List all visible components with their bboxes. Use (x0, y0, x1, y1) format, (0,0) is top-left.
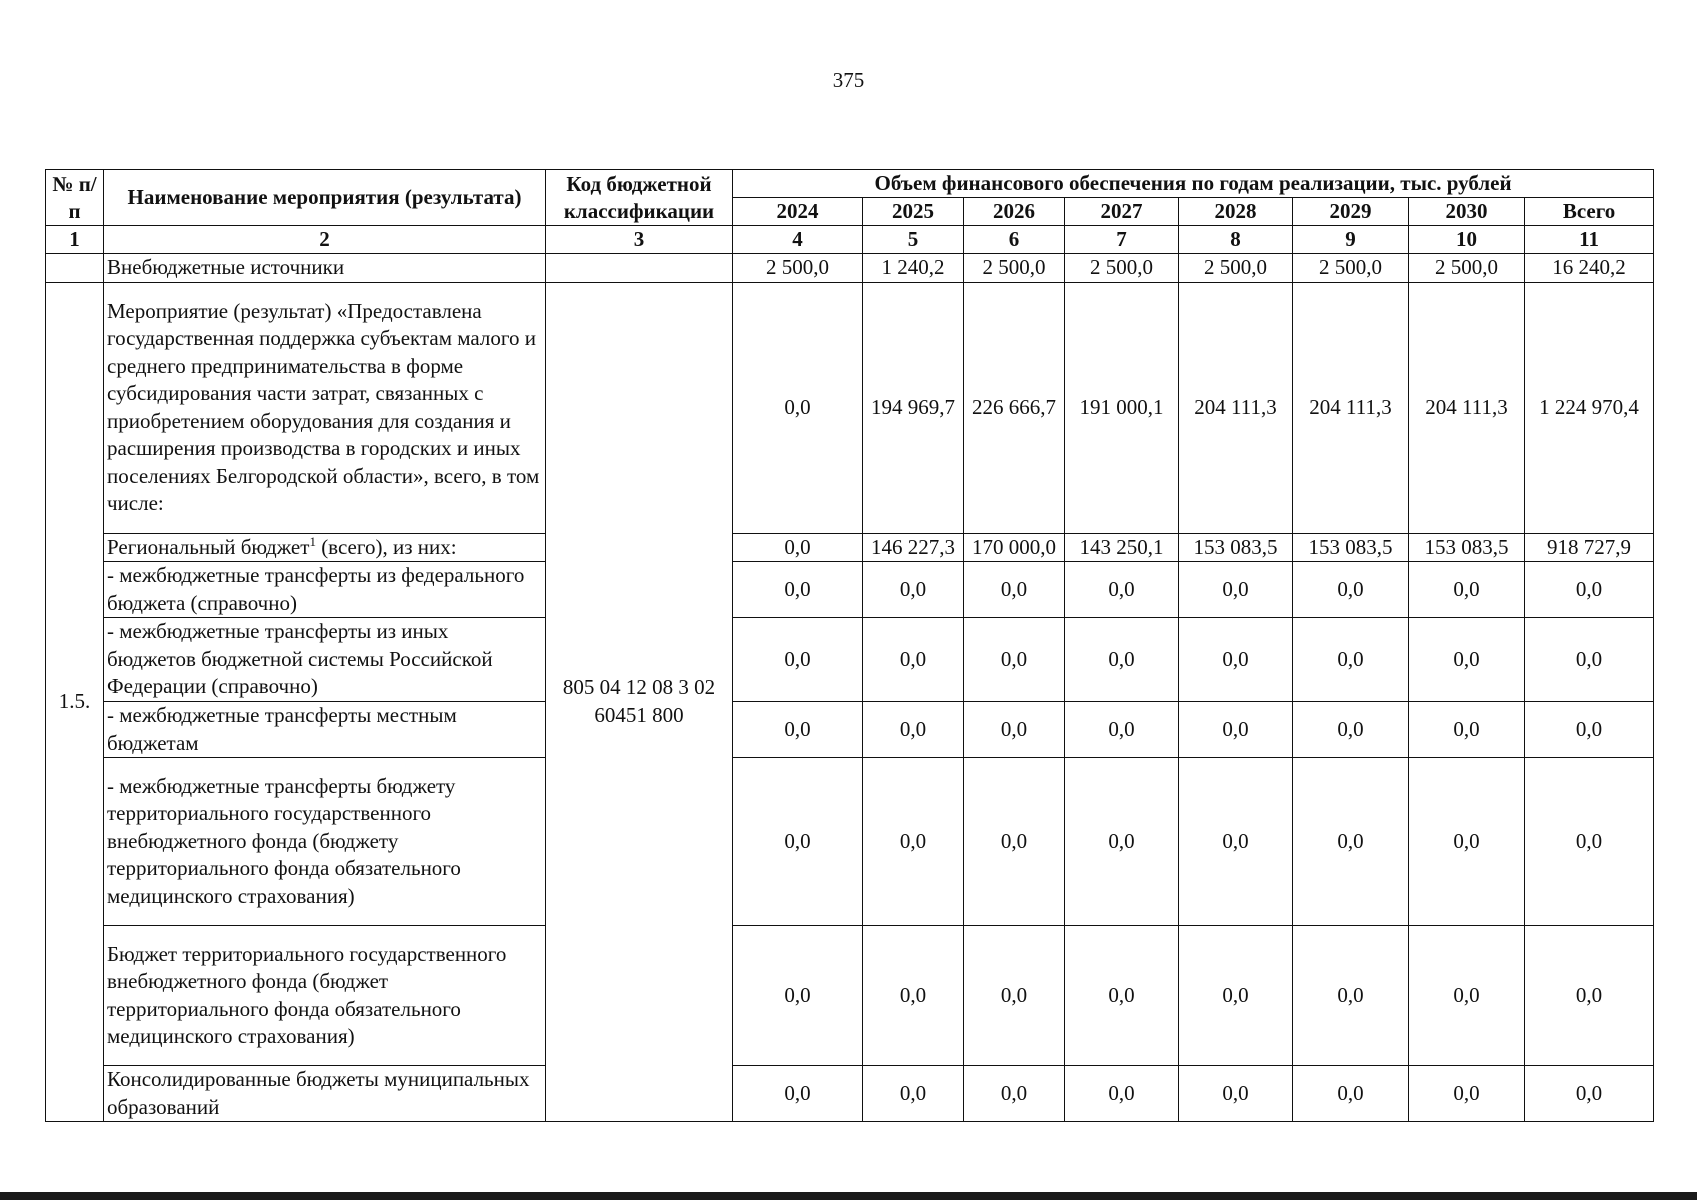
header-year: 2030 (1409, 198, 1525, 226)
value-cell: 143 250,1 (1065, 533, 1179, 562)
value-cell: 0,0 (1293, 562, 1409, 618)
value-cell: 0,0 (964, 702, 1065, 758)
row-label: - межбюджетные трансферты из иных бюджетов бюджетной системы Российской Федерации (справочно) (104, 618, 546, 702)
row-label: Консолидированные бюджеты муниципальных образований (104, 1066, 546, 1122)
value-cell: 0,0 (733, 1066, 863, 1122)
value-cell: 2 500,0 (733, 254, 863, 283)
value-cell: 0,0 (1065, 618, 1179, 702)
row-label: - межбюджетные трансферты из федерального бюджета (справочно) (104, 562, 546, 618)
value-cell: 0,0 (1525, 926, 1654, 1066)
value-cell: 0,0 (1179, 1066, 1293, 1122)
value-cell: 2 500,0 (1065, 254, 1179, 283)
header-number: № п/п (46, 170, 104, 226)
value-cell: 0,0 (1525, 702, 1654, 758)
value-cell: 0,0 (863, 1066, 964, 1122)
row-label: Бюджет территориального государственного внебюджетного фонда (бюджет территориального фонда обязательного медицинского страхования) (104, 926, 546, 1066)
row-label-text: Региональный бюджет (107, 534, 310, 559)
row-label-text: (всего), из них: (315, 534, 457, 559)
column-number: 10 (1409, 226, 1525, 254)
value-cell: 0,0 (863, 702, 964, 758)
column-number: 6 (964, 226, 1065, 254)
financing-table (45, 169, 1654, 1122)
header-year: 2026 (964, 198, 1065, 226)
value-cell: 204 111,3 (1409, 282, 1525, 533)
row-number (46, 254, 104, 283)
value-cell: 0,0 (1179, 702, 1293, 758)
value-cell: 0,0 (1409, 562, 1525, 618)
value-cell: 0,0 (1179, 562, 1293, 618)
value-cell: 0,0 (733, 533, 863, 562)
footnote-mark: 1 (309, 533, 316, 549)
value-cell: 0,0 (1293, 926, 1409, 1066)
value-cell: 2 500,0 (1409, 254, 1525, 283)
row-label (104, 533, 546, 562)
value-cell: 0,0 (1293, 1066, 1409, 1122)
header-total: Всего (1525, 198, 1654, 226)
value-cell: 170 000,0 (964, 533, 1065, 562)
value-cell: 153 083,5 (1409, 533, 1525, 562)
value-cell: 0,0 (863, 926, 964, 1066)
header-year: 2025 (863, 198, 964, 226)
value-cell: 0,0 (733, 702, 863, 758)
column-number: 9 (1293, 226, 1409, 254)
value-cell: 204 111,3 (1179, 282, 1293, 533)
header-name: Наименование мероприятия (результата) (104, 170, 546, 226)
table-row (46, 282, 1654, 533)
header-year: 2028 (1179, 198, 1293, 226)
column-number: 3 (546, 226, 733, 254)
column-number: 8 (1179, 226, 1293, 254)
value-cell: 0,0 (964, 926, 1065, 1066)
value-cell: 2 500,0 (964, 254, 1065, 283)
header-code: Код бюджетной классификации (546, 170, 733, 226)
table-row (46, 562, 1654, 618)
table-row (46, 702, 1654, 758)
value-cell: 226 666,7 (964, 282, 1065, 533)
value-cell: 194 969,7 (863, 282, 964, 533)
value-cell: 0,0 (1065, 926, 1179, 1066)
value-cell: 0,0 (1409, 758, 1525, 926)
row-code (546, 254, 733, 283)
table-row (46, 926, 1654, 1066)
value-cell: 1 240,2 (863, 254, 964, 283)
value-cell: 0,0 (1179, 758, 1293, 926)
value-cell: 2 500,0 (1293, 254, 1409, 283)
value-cell: 0,0 (733, 562, 863, 618)
value-cell: 204 111,3 (1293, 282, 1409, 533)
value-cell: 0,0 (964, 562, 1065, 618)
value-cell: 0,0 (1525, 758, 1654, 926)
value-cell: 0,0 (863, 758, 964, 926)
row-number: 1.5. (46, 282, 104, 1122)
header-volume: Объем финансового обеспечения по годам реализации, тыс. рублей (733, 170, 1654, 198)
value-cell: 0,0 (1525, 1066, 1654, 1122)
table-header (46, 170, 1654, 254)
value-cell: 0,0 (1409, 618, 1525, 702)
value-cell: 0,0 (733, 618, 863, 702)
value-cell: 0,0 (1179, 618, 1293, 702)
column-number: 1 (46, 226, 104, 254)
header-year: 2024 (733, 198, 863, 226)
value-cell: 0,0 (863, 618, 964, 702)
row-label: Внебюджетные источники (104, 254, 546, 283)
table-row (46, 758, 1654, 926)
row-label: - межбюджетные трансферты местным бюджетам (104, 702, 546, 758)
value-cell: 0,0 (1065, 1066, 1179, 1122)
table-row (46, 254, 1654, 283)
table-row (46, 1066, 1654, 1122)
table-row (46, 618, 1654, 702)
value-cell: 146 227,3 (863, 533, 964, 562)
value-cell: 0,0 (1525, 562, 1654, 618)
value-cell: 0,0 (1293, 618, 1409, 702)
value-cell: 0,0 (1525, 618, 1654, 702)
value-cell: 0,0 (1065, 758, 1179, 926)
value-cell: 0,0 (1409, 702, 1525, 758)
value-cell: 191 000,1 (1065, 282, 1179, 533)
value-cell: 0,0 (1065, 702, 1179, 758)
header-year: 2029 (1293, 198, 1409, 226)
value-cell: 0,0 (1293, 702, 1409, 758)
page-number: 375 (832, 68, 865, 92)
value-cell: 0,0 (733, 926, 863, 1066)
value-cell: 0,0 (863, 562, 964, 618)
value-cell: 918 727,9 (1525, 533, 1654, 562)
value-cell: 153 083,5 (1179, 533, 1293, 562)
value-cell: 0,0 (964, 758, 1065, 926)
column-number: 4 (733, 226, 863, 254)
value-cell: 1 224 970,4 (1525, 282, 1654, 533)
value-cell: 16 240,2 (1525, 254, 1654, 283)
row-label: - межбюджетные трансферты бюджету территориального государственного внебюджетного фонда (бюджету территориального фонда обязательного медицинского страхования) (104, 758, 546, 926)
value-cell: 0,0 (733, 758, 863, 926)
column-number: 2 (104, 226, 546, 254)
value-cell: 0,0 (733, 282, 863, 533)
value-cell: 2 500,0 (1179, 254, 1293, 283)
budget-code: 805 04 12 08 3 02 60451 800 (546, 282, 733, 1122)
value-cell: 0,0 (1409, 926, 1525, 1066)
column-number: 5 (863, 226, 964, 254)
table-row (46, 533, 1654, 562)
column-number: 11 (1525, 226, 1654, 254)
value-cell: 0,0 (964, 618, 1065, 702)
column-number: 7 (1065, 226, 1179, 254)
row-label: Мероприятие (результат) «Предоставлена государственная поддержка субъектам малого и среднего предпринимательства в форме субсидирования части затрат, связанных с приобретением оборудования для создания и расширения производства в городских и иных поселениях Белгородской области», всего, в том числе: (104, 282, 546, 533)
scan-edge-bar (0, 1192, 1697, 1200)
value-cell: 153 083,5 (1293, 533, 1409, 562)
value-cell: 0,0 (1409, 1066, 1525, 1122)
value-cell: 0,0 (1065, 562, 1179, 618)
value-cell: 0,0 (964, 1066, 1065, 1122)
value-cell: 0,0 (1179, 926, 1293, 1066)
value-cell: 0,0 (1293, 758, 1409, 926)
header-year: 2027 (1065, 198, 1179, 226)
